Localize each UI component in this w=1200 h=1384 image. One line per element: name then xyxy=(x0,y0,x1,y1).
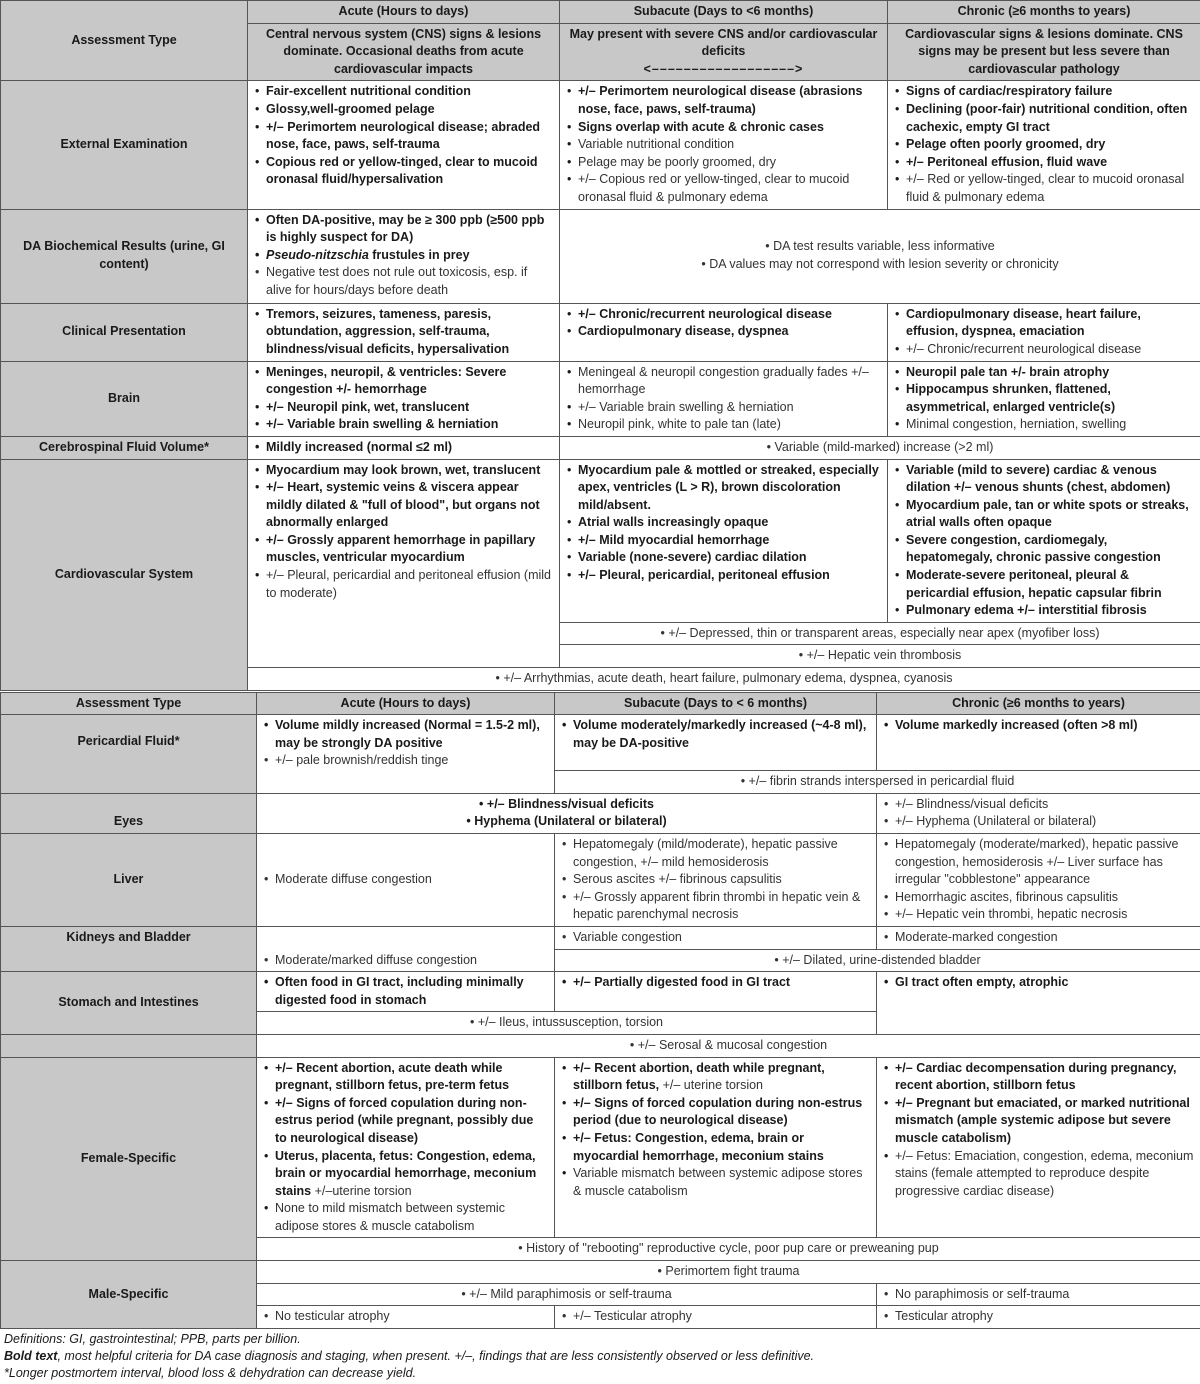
finding-text: Neuropil pink, white to pale tan (late) xyxy=(578,417,781,431)
brain-acute-cell xyxy=(248,361,560,436)
finding-text: +/– Signs of forced copulation during non-estrus period (while pregnant, possibly due to neurological disease) xyxy=(275,1096,533,1145)
clinical-chronic-cell xyxy=(888,303,1200,361)
assessment-type-header: Assessment Type xyxy=(1,1,248,81)
finding-item xyxy=(578,136,881,154)
finding-item xyxy=(573,1130,870,1165)
footnote-bold-rest: , most helpful criteria for DA case diagnosis and staging, when present. +/–, findings that are less consistently observed or less definitive. xyxy=(57,1349,814,1363)
da-rest-item: • DA values may not correspond with lesion severity or chronicity xyxy=(566,256,1194,274)
finding-item xyxy=(275,1060,548,1095)
cardio-subacute-list xyxy=(566,462,881,585)
female-span-text: History of "rebooting" reproductive cycle, poor pup care or preweaning pup xyxy=(526,1241,939,1255)
finding-item xyxy=(578,399,881,417)
da-acute-cell xyxy=(248,209,560,303)
pericardial-span-text: +/– fibrin strands interspersed in pericardial fluid xyxy=(749,774,1015,788)
female-acute-cell xyxy=(257,1057,555,1238)
eyes-item: • Hyphema (Unilateral or bilateral) xyxy=(263,813,870,831)
finding-item xyxy=(275,1200,548,1235)
clinical-acute-list xyxy=(254,306,553,359)
brain-subacute-cell xyxy=(560,361,888,436)
finding-item xyxy=(578,567,881,585)
liver-chronic-list xyxy=(883,836,1194,924)
stomach-subacute-item: • +/– Partially digested food in GI tract xyxy=(573,974,870,992)
finding-item xyxy=(266,119,553,154)
finding-item: • +/– Hepatic vein thrombi, hepatic necrosis xyxy=(895,906,1194,924)
external-chronic-list xyxy=(894,83,1194,206)
cardio-acute-cell xyxy=(248,459,560,668)
stomach-chronic-cell xyxy=(877,972,1200,1035)
finding-text: +/– Heart, systemic veins & viscera appear mildly dilated & "full of blood", but organs not abnormally enlarged xyxy=(266,480,540,529)
finding-text: Pelage may be poorly groomed, dry xyxy=(578,155,776,169)
female-acute-list xyxy=(263,1060,548,1236)
finding-item xyxy=(906,416,1194,434)
finding-item: • +/– Grossly apparent fibrin thrombi in hepatic vein & hepatic parenchymal necrosis xyxy=(573,889,870,924)
finding-text: Meningeal & neuropil congestion gradually fades +/– hemorrhage xyxy=(578,365,869,397)
finding-item xyxy=(906,83,1194,101)
subacute-header: Subacute (Days to <6 months) xyxy=(560,1,888,24)
finding-text: +/– Neuropil pink, wet, translucent xyxy=(266,400,469,414)
assessment-type-header-2: Assessment Type xyxy=(1,692,257,715)
pericardial-acute-item: • +/– pale brownish/reddish tinge xyxy=(275,752,548,770)
female-chronic-list xyxy=(883,1060,1194,1201)
finding-text: Variable mismatch between systemic adipose stores & muscle catabolism xyxy=(573,1166,862,1198)
stomach-chronic-item: • GI tract often empty, atrophic xyxy=(895,974,1194,992)
male-acute-item: • No testicular atrophy xyxy=(275,1308,548,1326)
finding-item xyxy=(906,154,1194,172)
kidneys-subacute-cell xyxy=(555,926,877,949)
male-acute-cell xyxy=(257,1306,555,1329)
finding-item xyxy=(906,567,1194,602)
row-label-liver: Liver xyxy=(1,834,257,927)
finding-text: +/– Pleural, pericardial and peritoneal effusion (mild to moderate) xyxy=(266,568,551,600)
da-rest-item: • DA test results variable, less informative xyxy=(566,238,1194,256)
male-span-fight-trauma: • Perimortem fight trauma xyxy=(257,1261,1200,1284)
finding-text: +/– Fetus: Congestion, edema, brain or myocardial hemorrhage, meconium stains xyxy=(573,1131,824,1163)
subacute-description xyxy=(560,23,888,81)
finding-item xyxy=(906,341,1194,359)
female-subacute-cell xyxy=(555,1057,877,1238)
da-acute-item: • Often DA-positive, may be ≥ 300 ppb (≥500 ppb is highly suspect for DA) xyxy=(266,212,553,247)
finding-text: Copious red or yellow-tinged, clear to mucoid oronasal fluid/hypersalivation xyxy=(266,155,538,187)
pericardial-acute-item: • Volume mildly increased (Normal = 1.5-2 ml), may be strongly DA positive xyxy=(275,717,548,752)
stomach-acute-cell xyxy=(257,972,555,1012)
table-bottom xyxy=(0,692,1200,1329)
cardio-span-arrhythmias: • +/– Arrhythmias, acute death, heart failure, pulmonary edema, dyspnea, cyanosis xyxy=(248,668,1200,691)
subacute-span-arrow: <––––––––––––––––––> xyxy=(564,61,883,79)
finding-text: Cardiopulmonary disease, dyspnea xyxy=(578,324,789,338)
finding-item xyxy=(578,119,881,137)
finding-item xyxy=(906,364,1194,382)
finding-item xyxy=(275,1095,548,1148)
eyes-chronic-item: • +/– Hyphema (Unilateral or bilateral) xyxy=(895,813,1194,831)
brain-chronic-cell xyxy=(888,361,1200,436)
cardio-span-text: +/– Hepatic vein thrombosis xyxy=(807,648,962,662)
row-label-cardiovascular: Cardiovascular System xyxy=(1,459,248,690)
brain-chronic-list xyxy=(894,364,1194,434)
finding-item: • Hepatomegaly (moderate/marked), hepatic passive congestion, hemosiderosis +/– Liver surface has irregular "cobblestone" appearance xyxy=(895,836,1194,889)
pericardial-span-fibrin: • +/– fibrin strands interspersed in pericardial fluid xyxy=(555,771,1200,794)
eyes-acute-subacute-cell xyxy=(257,793,877,833)
csf-acute-cell xyxy=(248,436,560,459)
male-chronic-atrophy-cell xyxy=(877,1306,1200,1329)
finding-item xyxy=(906,602,1194,620)
finding-text: +/– Red or yellow-tinged, clear to mucoid oronasal fluid & pulmonary edema xyxy=(906,172,1184,204)
stomach-acute-item: • Often food in GI tract, including minimally digested food in stomach xyxy=(275,974,548,1009)
male-span-paraphimosis: • +/– Mild paraphimosis or self-trauma xyxy=(257,1283,877,1306)
finding-item: • Serous ascites +/– fibrinous capsulitis xyxy=(573,871,870,889)
eyes-item: • +/– Blindness/visual deficits xyxy=(263,796,870,814)
row-label-kidneys-bladder: Kidneys and Bladder xyxy=(1,926,257,971)
finding-text: Neuropil pale tan +/- brain atrophy xyxy=(906,365,1109,379)
finding-text: +/– Perimortem neurological disease; abraded nose, face, paws, self-trauma xyxy=(266,120,540,152)
finding-text-extra: +/–uterine torsion xyxy=(311,1184,411,1198)
stomach-subacute-cell xyxy=(555,972,877,1012)
female-subacute-list xyxy=(561,1060,870,1201)
da-rest-text: DA test results variable, less informative xyxy=(773,239,995,253)
finding-text: Variable (none-severe) cardiac dilation xyxy=(578,550,807,564)
finding-text: Signs of cardiac/respiratory failure xyxy=(906,84,1112,98)
finding-item xyxy=(266,154,553,189)
row-label-male-specific: Male-Specific xyxy=(1,1261,257,1329)
finding-item xyxy=(578,416,881,434)
finding-item xyxy=(266,306,553,359)
cardio-acute-list xyxy=(254,462,553,603)
liver-acute-cell xyxy=(257,834,555,927)
finding-item xyxy=(573,1095,870,1130)
chronic-header-2: Chronic (≥6 months to years) xyxy=(877,692,1200,715)
finding-item xyxy=(906,101,1194,136)
acute-header-2: Acute (Hours to days) xyxy=(257,692,555,715)
finding-text: None to mild mismatch between systemic adipose stores & muscle catabolism xyxy=(275,1201,505,1233)
finding-text: +/– Peritoneal effusion, fluid wave xyxy=(906,155,1107,169)
kidneys-acute-cell xyxy=(257,926,555,971)
finding-item xyxy=(578,171,881,206)
stomach-span-congestion: • +/– Serosal & mucosal congestion xyxy=(257,1034,1200,1057)
finding-text: Moderate-severe peritoneal, pleural & pericardial effusion, hepatic capsular fibrin xyxy=(906,568,1162,600)
row-label-eyes: Eyes xyxy=(1,793,257,833)
footnote-definitions: Definitions: GI, gastrointestinal; PPB, parts per billion. xyxy=(4,1331,1196,1348)
finding-text: Atrial walls increasingly opaque xyxy=(578,515,768,529)
stomach-span-ileus: • +/– Ileus, intussusception, torsion xyxy=(257,1012,877,1035)
liver-subacute-list xyxy=(561,836,870,924)
row-label-csf: Cerebrospinal Fluid Volume* xyxy=(1,436,248,459)
stomach-span-text: +/– Ileus, intussusception, torsion xyxy=(478,1015,663,1029)
finding-item xyxy=(573,1165,870,1200)
kidneys-span-bladder: • +/– Dilated, urine-distended bladder xyxy=(555,949,1200,972)
male-subacute-cell xyxy=(555,1306,877,1329)
finding-item xyxy=(578,83,881,118)
clinical-subacute-cell xyxy=(560,303,888,361)
finding-item xyxy=(266,462,553,480)
finding-text: Severe congestion, cardiomegaly, hepatomegaly, chronic passive congestion xyxy=(906,533,1161,565)
da-subacute-chronic-cell xyxy=(560,209,1200,303)
liver-acute-item: • Moderate diffuse congestion xyxy=(275,871,548,889)
kidneys-span-text: +/– Dilated, urine-distended bladder xyxy=(782,953,980,967)
finding-item xyxy=(578,532,881,550)
table-top xyxy=(0,0,1200,691)
finding-text: +/– Recent abortion, acute death while pregnant, stillborn fetus, pre-term fetus xyxy=(275,1061,509,1093)
kidneys-chronic-item: • Moderate-marked congestion xyxy=(895,929,1194,947)
da-acute-genus-rest: frustules in prey xyxy=(369,248,470,262)
eyes-chronic-item: • +/– Blindness/visual deficits xyxy=(895,796,1194,814)
finding-text: +/– Cardiac decompensation during pregnancy, recent abortion, stillborn fetus xyxy=(895,1061,1176,1093)
finding-text: +/– Grossly apparent hemorrhage in papillary muscles, ventricular myocardium xyxy=(266,533,535,565)
finding-item xyxy=(578,364,881,399)
finding-text: +/– Variable brain swelling & herniation xyxy=(266,417,498,431)
finding-item xyxy=(906,497,1194,532)
clinical-acute-cell xyxy=(248,303,560,361)
chronic-header: Chronic (≥6 months to years) xyxy=(888,1,1200,24)
eyes-text: +/– Blindness/visual deficits xyxy=(487,797,654,811)
finding-item: • Hemorrhagic ascites, fibrinous capsulitis xyxy=(895,889,1194,907)
external-acute-list xyxy=(254,83,553,189)
stomach-label-continuation xyxy=(1,1034,257,1057)
brain-subacute-list xyxy=(566,364,881,434)
acute-description: Central nervous system (CNS) signs & lesions dominate. Occasional deaths from acute cardiovascular impacts xyxy=(248,23,560,81)
finding-text: +/– Chronic/recurrent neurological disease xyxy=(906,342,1141,356)
male-chronic-item: • No paraphimosis or self-trauma xyxy=(895,1286,1194,1304)
eyes-text: Hyphema (Unilateral or bilateral) xyxy=(474,814,666,828)
finding-item xyxy=(578,154,881,172)
finding-text: Declining (poor-fair) nutritional condition, often cachexic, empty GI tract xyxy=(906,102,1187,134)
finding-text-extra: +/– uterine torsion xyxy=(659,1078,763,1092)
row-label-pericardial-fluid: Pericardial Fluid* xyxy=(1,715,257,794)
finding-item xyxy=(578,323,881,341)
finding-item xyxy=(906,136,1194,154)
finding-text: Variable nutritional condition xyxy=(578,137,734,151)
da-acute-item xyxy=(266,247,553,265)
finding-text: +/– Copious red or yellow-tinged, clear to mucoid oronasal fluid & pulmonary edema xyxy=(578,172,849,204)
finding-text: +/– Chronic/recurrent neurological disease xyxy=(578,307,832,321)
finding-text: +/– Mild myocardial hemorrhage xyxy=(578,533,769,547)
finding-text: Myocardium pale, tan or white spots or streaks, atrial walls often opaque xyxy=(906,498,1189,530)
finding-item xyxy=(266,83,553,101)
finding-item xyxy=(266,532,553,567)
acute-header: Acute (Hours to days) xyxy=(248,1,560,24)
pericardial-acute-cell xyxy=(257,715,555,794)
cardio-span-myofiber-loss: • +/– Depressed, thin or transparent areas, especially near apex (myofiber loss) xyxy=(560,622,1200,645)
finding-text: +/– Perimortem neurological disease (abrasions nose, face, paws, self-trauma) xyxy=(578,84,863,116)
finding-text: +/– Pregnant but emaciated, or marked nutritional mismatch (ample systemic adipose but severe muscle catabolism) xyxy=(895,1096,1190,1145)
finding-item xyxy=(895,1095,1194,1148)
male-chronic-item: • Testicular atrophy xyxy=(895,1308,1194,1326)
finding-item xyxy=(906,532,1194,567)
finding-text: Cardiopulmonary disease, heart failure, effusion, dyspnea, emaciation xyxy=(906,307,1141,339)
finding-text: Glossy,well-groomed pelage xyxy=(266,102,435,116)
finding-item xyxy=(266,479,553,532)
finding-text: +/– Fetus: Emaciation, congestion, edema, meconium stains (female attempted to reproduce despite progressive cardiac disease) xyxy=(895,1149,1193,1198)
footnote-bold-legend xyxy=(4,1348,1196,1365)
finding-item xyxy=(578,514,881,532)
stomach-span-text: +/– Serosal & mucosal congestion xyxy=(638,1038,827,1052)
row-label-female-specific: Female-Specific xyxy=(1,1057,257,1261)
finding-text: Hippocampus shrunken, flattened, asymmetrical, enlarged ventricle(s) xyxy=(906,382,1115,414)
finding-text: +/– Signs of forced copulation during non-estrus period (due to neurological disease) xyxy=(573,1096,862,1128)
external-subacute-cell xyxy=(560,81,888,209)
finding-item xyxy=(906,171,1194,206)
finding-item xyxy=(266,399,553,417)
finding-text: Minimal congestion, herniation, swelling xyxy=(906,417,1126,431)
cardio-chronic-cell xyxy=(888,459,1200,622)
finding-item xyxy=(573,1060,870,1095)
row-label-stomach-intestines: Stomach and Intestines xyxy=(1,972,257,1035)
finding-text: Signs overlap with acute & chronic cases xyxy=(578,120,824,134)
da-rest-text: DA values may not correspond with lesion severity or chronicity xyxy=(709,257,1058,271)
male-span-text: Perimortem fight trauma xyxy=(665,1264,799,1278)
finding-text: Myocardium pale & mottled or streaked, especially apex, ventricles (L > R), brown discoloration mild/absent. xyxy=(578,463,879,512)
finding-text: Pelage often poorly groomed, dry xyxy=(906,137,1105,151)
finding-item xyxy=(906,462,1194,497)
external-chronic-cell xyxy=(888,81,1200,209)
external-subacute-list xyxy=(566,83,881,206)
subacute-header-2: Subacute (Days to < 6 months) xyxy=(555,692,877,715)
finding-item xyxy=(266,416,553,434)
pericardial-subacute-cell xyxy=(555,715,877,771)
row-label-brain: Brain xyxy=(1,361,248,436)
finding-text: Pulmonary edema +/– interstitial fibrosis xyxy=(906,603,1147,617)
finding-item: • Hepatomegaly (mild/moderate), hepatic passive congestion, +/– mild hemosiderosis xyxy=(573,836,870,871)
clinical-subacute-list xyxy=(566,306,881,341)
finding-item xyxy=(266,101,553,119)
kidneys-chronic-cell xyxy=(877,926,1200,949)
male-span-text: +/– Mild paraphimosis or self-trauma xyxy=(469,1287,672,1301)
csf-acute-item: • Mildly increased (normal ≤2 ml) xyxy=(266,439,553,457)
pericardial-chronic-cell xyxy=(877,715,1200,771)
finding-item xyxy=(266,567,553,602)
row-label-da-biochemical: DA Biochemical Results (urine, GI content) xyxy=(1,209,248,303)
finding-text: Myocardium may look brown, wet, translucent xyxy=(266,463,540,477)
finding-text: +/– Variable brain swelling & herniation xyxy=(578,400,794,414)
da-acute-item: • Negative test does not rule out toxicosis, esp. if alive for hours/days before death xyxy=(266,264,553,299)
cardio-span-hepatic-thrombosis: • +/– Hepatic vein thrombosis xyxy=(560,645,1200,668)
chronic-description: Cardiovascular signs & lesions dominate. CNS signs may be present but less severe than cardiovascular pathology xyxy=(888,23,1200,81)
footnote-bold-text: Bold text xyxy=(4,1349,57,1363)
finding-item xyxy=(895,1148,1194,1201)
liver-chronic-cell xyxy=(877,834,1200,927)
finding-item xyxy=(578,549,881,567)
row-label-clinical-presentation: Clinical Presentation xyxy=(1,303,248,361)
male-chronic-paraphimosis-cell xyxy=(877,1283,1200,1306)
finding-text: Uterus, placenta, fetus: Congestion, edema, brain or myocardial hemorrhage, meconium stains xyxy=(275,1149,536,1198)
footnote-asterisk: *Longer postmortem interval, blood loss & dehydration can decrease yield. xyxy=(4,1365,1196,1382)
finding-text: +/– Recent abortion, death while pregnant, stillborn fetus, xyxy=(573,1061,825,1093)
cardio-chronic-list xyxy=(894,462,1194,620)
finding-text: +/– Pleural, pericardial, peritoneal effusion xyxy=(578,568,830,582)
cardio-span-text: +/– Depressed, thin or transparent areas, especially near apex (myofiber loss) xyxy=(668,626,1099,640)
liver-subacute-cell xyxy=(555,834,877,927)
cardio-span-text: +/– Arrhythmias, acute death, heart failure, pulmonary edema, dyspnea, cyanosis xyxy=(503,671,952,685)
finding-item xyxy=(578,306,881,324)
female-chronic-cell xyxy=(877,1057,1200,1238)
brain-acute-list xyxy=(254,364,553,434)
finding-text: Tremors, seizures, tameness, paresis, obtundation, aggression, self-trauma, blindness/visual deficits, hypersalivation xyxy=(266,307,509,356)
pericardial-chronic-item: • Volume markedly increased (often >8 ml) xyxy=(895,717,1194,735)
clinical-chronic-list xyxy=(894,306,1194,359)
csf-rest-cell: • Variable (mild-marked) increase (>2 ml) xyxy=(560,436,1200,459)
finding-text: Meninges, neuropil, & ventricles: Severe congestion +/- hemorrhage xyxy=(266,365,506,397)
male-subacute-item: • +/– Testicular atrophy xyxy=(573,1308,870,1326)
csf-rest-text: Variable (mild-marked) increase (>2 ml) xyxy=(774,440,993,454)
finding-item xyxy=(906,306,1194,341)
finding-item xyxy=(578,462,881,515)
subacute-description-text: May present with severe CNS and/or cardiovascular deficits xyxy=(564,26,883,61)
footnotes xyxy=(0,1329,1200,1384)
finding-item xyxy=(275,1148,548,1201)
finding-text: Fair-excellent nutritional condition xyxy=(266,84,471,98)
external-acute-cell xyxy=(248,81,560,209)
kidneys-acute-item: • Moderate/marked diffuse congestion xyxy=(275,952,548,970)
female-span-reproductive: • History of "rebooting" reproductive cycle, poor pup care or preweaning pup xyxy=(257,1238,1200,1261)
cardio-subacute-cell xyxy=(560,459,888,622)
pericardial-subacute-item: • Volume moderately/markedly increased (~4-8 ml), may be DA-positive xyxy=(573,717,870,752)
finding-text: Variable (mild to severe) cardiac & venous dilation +/– venous shunts (chest, abdomen) xyxy=(906,463,1170,495)
eyes-chronic-cell xyxy=(877,793,1200,833)
finding-item xyxy=(906,381,1194,416)
kidneys-subacute-item: • Variable congestion xyxy=(573,929,870,947)
row-label-external-examination: External Examination xyxy=(1,81,248,209)
da-acute-genus: Pseudo-nitzschia xyxy=(266,248,369,262)
finding-item xyxy=(266,364,553,399)
finding-item xyxy=(895,1060,1194,1095)
